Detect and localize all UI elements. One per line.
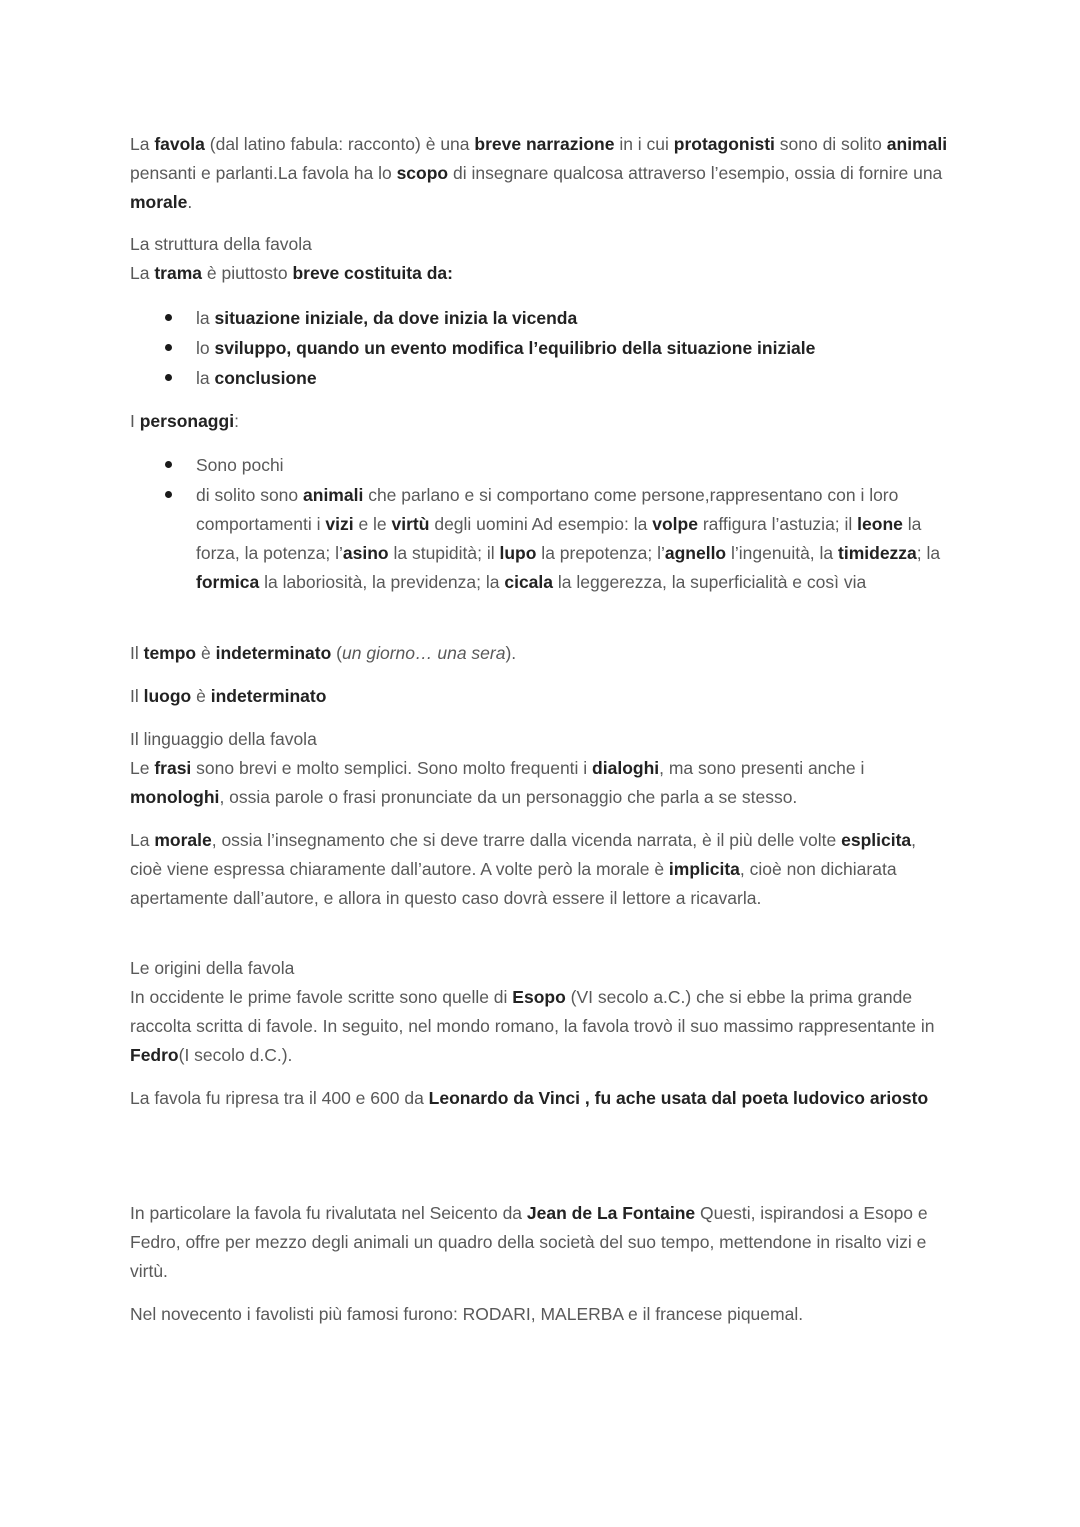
moral-paragraph: La morale, ossia l’insegnamento che si deve trarre dalla vicenda narrata, è il più delle volte esplicita, cioè viene espressa chiaramente dall’autore. A volte però la morale è implicita, cioè non dichiarata apertamente dall’autore, e allora in questo caso dovrà essere il lettore a ricavarla. — [130, 830, 917, 908]
plot-list-item: lo sviluppo, quando un evento modifica l’equilibrio della situazione iniziale — [196, 338, 816, 358]
language-paragraph: Le frasi sono brevi e molto semplici. Sono molto frequenti i dialoghi, ma sono presenti anche i monologhi, ossia parole o frasi pronunciate da un personaggio che parla a se stesso. — [130, 758, 865, 807]
characters-heading: I personaggi: — [130, 411, 239, 431]
origins-paragraph: In occidente le prime favole scritte sono quelle di Esopo (VI secolo a.C.) che si ebbe la prima grande raccolta scritta di favole. In seguito, nel mondo romano, la favola trovò il suo massimo rappresentante in Fedro(I secolo d.C.). — [130, 987, 935, 1065]
origins-heading: Le origini della favola — [130, 958, 295, 978]
bullet-icon — [165, 374, 172, 381]
language-heading: Il linguaggio della favola — [130, 729, 317, 749]
plot-list-item: la conclusione — [196, 368, 317, 388]
bullet-icon — [165, 314, 172, 321]
novecento-paragraph: Nel novecento i favolisti più famosi furono: RODARI, MALERBA e il francese piquemal. — [130, 1304, 804, 1324]
plot-list-item: la situazione iniziale, da dove inizia la vicenda — [196, 308, 578, 328]
fontaine-paragraph: In particolare la favola fu rivalutata nel Seicento da Jean de La Fontaine Questi, ispirandosi a Esopo e Fedro, offre per mezzo degli animali un quadro della società del suo tempo, mettendone in risalto vizi e virtù. — [130, 1203, 928, 1281]
characters-list-item: di solito sono animali che parlano e si comportano come persone,rappresentano con i loro comportamenti i vizi e le virtù degli uomini Ad esempio: la volpe raffigura l’astuzia; il leone la forza, la potenza; l’asino la stupidità; il lupo la prepotenza; l’agnello l’ingenuità, la timidezza; la formica la laboriosità, la previdenza; la cicala la leggerezza, la superficialità e così via — [196, 485, 941, 592]
bullet-icon — [165, 461, 172, 468]
leonardo-paragraph: La favola fu ripresa tra il 400 e 600 da Leonardo da Vinci , fu ache usata dal poeta ludovico ariosto — [130, 1088, 929, 1108]
bullet-icon — [165, 491, 172, 498]
place-paragraph: Il luogo è indeterminato — [130, 686, 327, 706]
time-paragraph: Il tempo è indeterminato (un giorno… una sera). — [130, 643, 517, 663]
structure-heading: La struttura della favola — [130, 234, 312, 254]
intro-paragraph: La favola (dal latino fabula: racconto) è una breve narrazione in i cui protagonisti sono di solito animali pensanti e parlanti.La favola ha lo scopo di insegnare qualcosa attraverso l’esempio, ossia di fornire una morale. — [130, 134, 948, 212]
characters-list-item: Sono pochi — [196, 455, 284, 475]
structure-plot-line: La trama è piuttosto breve costituita da: — [130, 263, 453, 283]
bullet-icon — [165, 344, 172, 351]
